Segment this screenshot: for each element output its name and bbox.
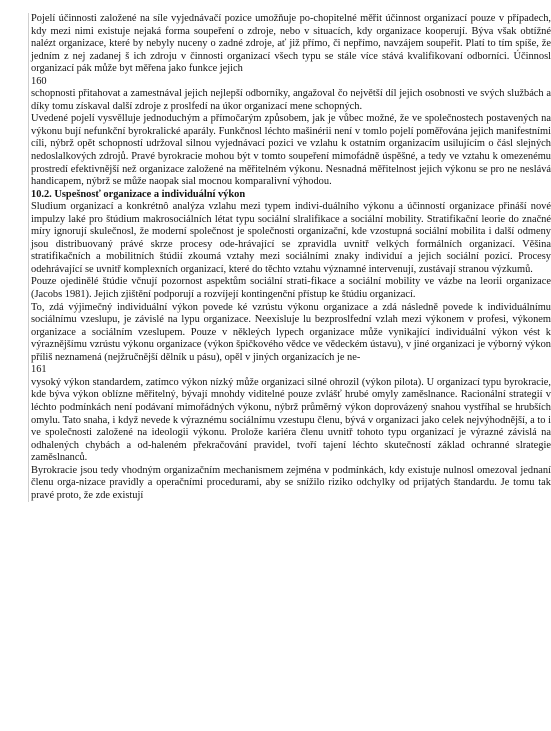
paragraph: Pojelí účinnosti založené na síle vyjednávačí pozice umožňuje po-chopitelné měřit účinnost organizací pouze v případech, kdy mezi nimi existuje nejaká forma soupeření o zdroje, nebo v situacích, kdy organizace kooperují. Býva však obtížné nalézt organizace, které by nebyly nuceny o zadné zdroje, ať již přímo, či nepřímo, navzájem soupeřit. Platí to tím spíše, že jedním z nej zadanej š ich zdroju v činnosti organizací všech typu se stále více stává kvalifikovaní odborníci. Účinnosl organizací pák může byt měřena jako funkce jejich	[31, 13, 551, 75]
page-number: 161	[31, 364, 47, 376]
paragraph: Uvedené pojelí vysvělluje jednoduchým a přímočarým způsobem, jak je vůbec možné, že ve společnostech postavených na výkonu bují nefunkční byrokralické aparály. Funkčnosl léchto mašinérii není v tomlo pojelí poměřována jejich manifestními cíli, nýbrž opět schopností udržoval silnou vyjednávací pozici ve vzlahu k ostatním organizacím usilujícím o čásl slejných nedoslalkových zdrojů. Pravé byrokracie mohou být v tomto soupeření mimofádně úspěšné, a tedy ve vztahu k omezenému prostredí efektivnější než organizace založené na měřitelném výkonu. Nesnadná měřitelnost jejich výkonu se pro ne neslává handicapem, nýbrž se může naopak sial mocnou komparalivní výhodou.	[31, 113, 551, 188]
paragraph: schopnosti přitahovat a zamestnával jejich nejlepší odborníky, angažoval čo největší díl jejich osobnosti ve svých službách a díky tomu získaval další zdroje z proslfedí na úkor organizací mene schopných.	[31, 88, 551, 112]
paragraph: Sludium organizací a konkrétnô analýza vzlahu mezi typem indivi-duálního výkonu a účinností organizace přináší nové impulzy laké pro štúdium makrosociálních létat typu sociální slralifikace a sociální mobility. Stratifikační leorie do značné míry ignorují skulečnosl, že moderní společnost je společnosti organizační, kde vzostupná sociální mobilita i další odmeny jsou distribuovaný právé skrze procesy ode-hrávající se zpravidla uvnitř velkých formálních organizací. Věšina stratifikačních a mobilitních štúdií zkoumá vztahy mezi sociálními znaky individuí a jejich sociální pozicí. Procesy odehrávající se uvnitř komplexních organizací, které do těchto vztahu významné intervenují, zustávají stranou výzkumů.	[31, 201, 551, 275]
paragraph: Pouze ojedinělé štúdie včnují pozornost aspektům sociální strati-fikace a sociální mobility ve vázbe na leorii organizace (Jacobs 1981). Jejich zjištění podporují a rozvíjejí kontingenční přístup ke štúdiu organizací.	[31, 276, 551, 301]
paragraph: To, zdá výjimečný individuální výkon povede ké vzrústu výkonu organizace a zdá následně povede k individuálnímu sociálnímu vzeslupu, je závislé na lypu organizace. Neexisluje lu bezproslfední vzlah mezi výkonem v profesi, výkonem organizace a sociálním vzeslupem. Pouze v někleých lypech organizace může vynikající individuální výkon vést k výraznějšímu vzrústu výkonu organizace (výkon špičkového vědce ve vědeckém ústavu), v jiné organizaci je výborný výkon příliš neznamená (nejžručnější dělník u pásu), opěl v jiných organizacích je ne-	[31, 301, 551, 363]
paragraph: vysoký výkon standardem, zatímco výkon nízký může organizaci silné ohrozil (výkon pilota). U organizací typu byrokracie, kde býva výkon oblízne měřitelný, bývají mnohdy viditelné pouze zvlášť hrubé omyly zaměslnance. Racionální strategií v léchto podmínkách není podávaní mimořádných výkonu, nýbrž průměrný výkon doprovázený snahou vystříhal se hrubších omylu. Tato snaha, i když nevede k výraznému sociálnímu vzestupu členu, bývá v organizaci jako celek nejvýhodnější, a to i ve společnosti založené na ideologii výkonu. Prolože kariéra členu uvnitř tohoto typu organizací je výrazné závislá na odhalených chybách a od-haleném překračování pravidel, tvoří tajení léchto skutečností základ ochranné slrategie zaměslnanců.	[31, 376, 551, 464]
paragraph: Byrokracie jsou tedy vhodným organizačním mechanismem zejména v podmínkách, kdy existuje nulnosl omezoval jednaní členu orga-nizace pravidly a operačními procedurami, aby se snížilo riziko odchylky od prijatých štandardu. Je tomu tak pravé proto, že zde existují	[31, 464, 551, 501]
page-number: 160	[31, 75, 47, 87]
document-page	[28, 13, 551, 502]
section-heading: 10.2. Uspešnosť organizace a individuální výkon	[31, 188, 246, 200]
